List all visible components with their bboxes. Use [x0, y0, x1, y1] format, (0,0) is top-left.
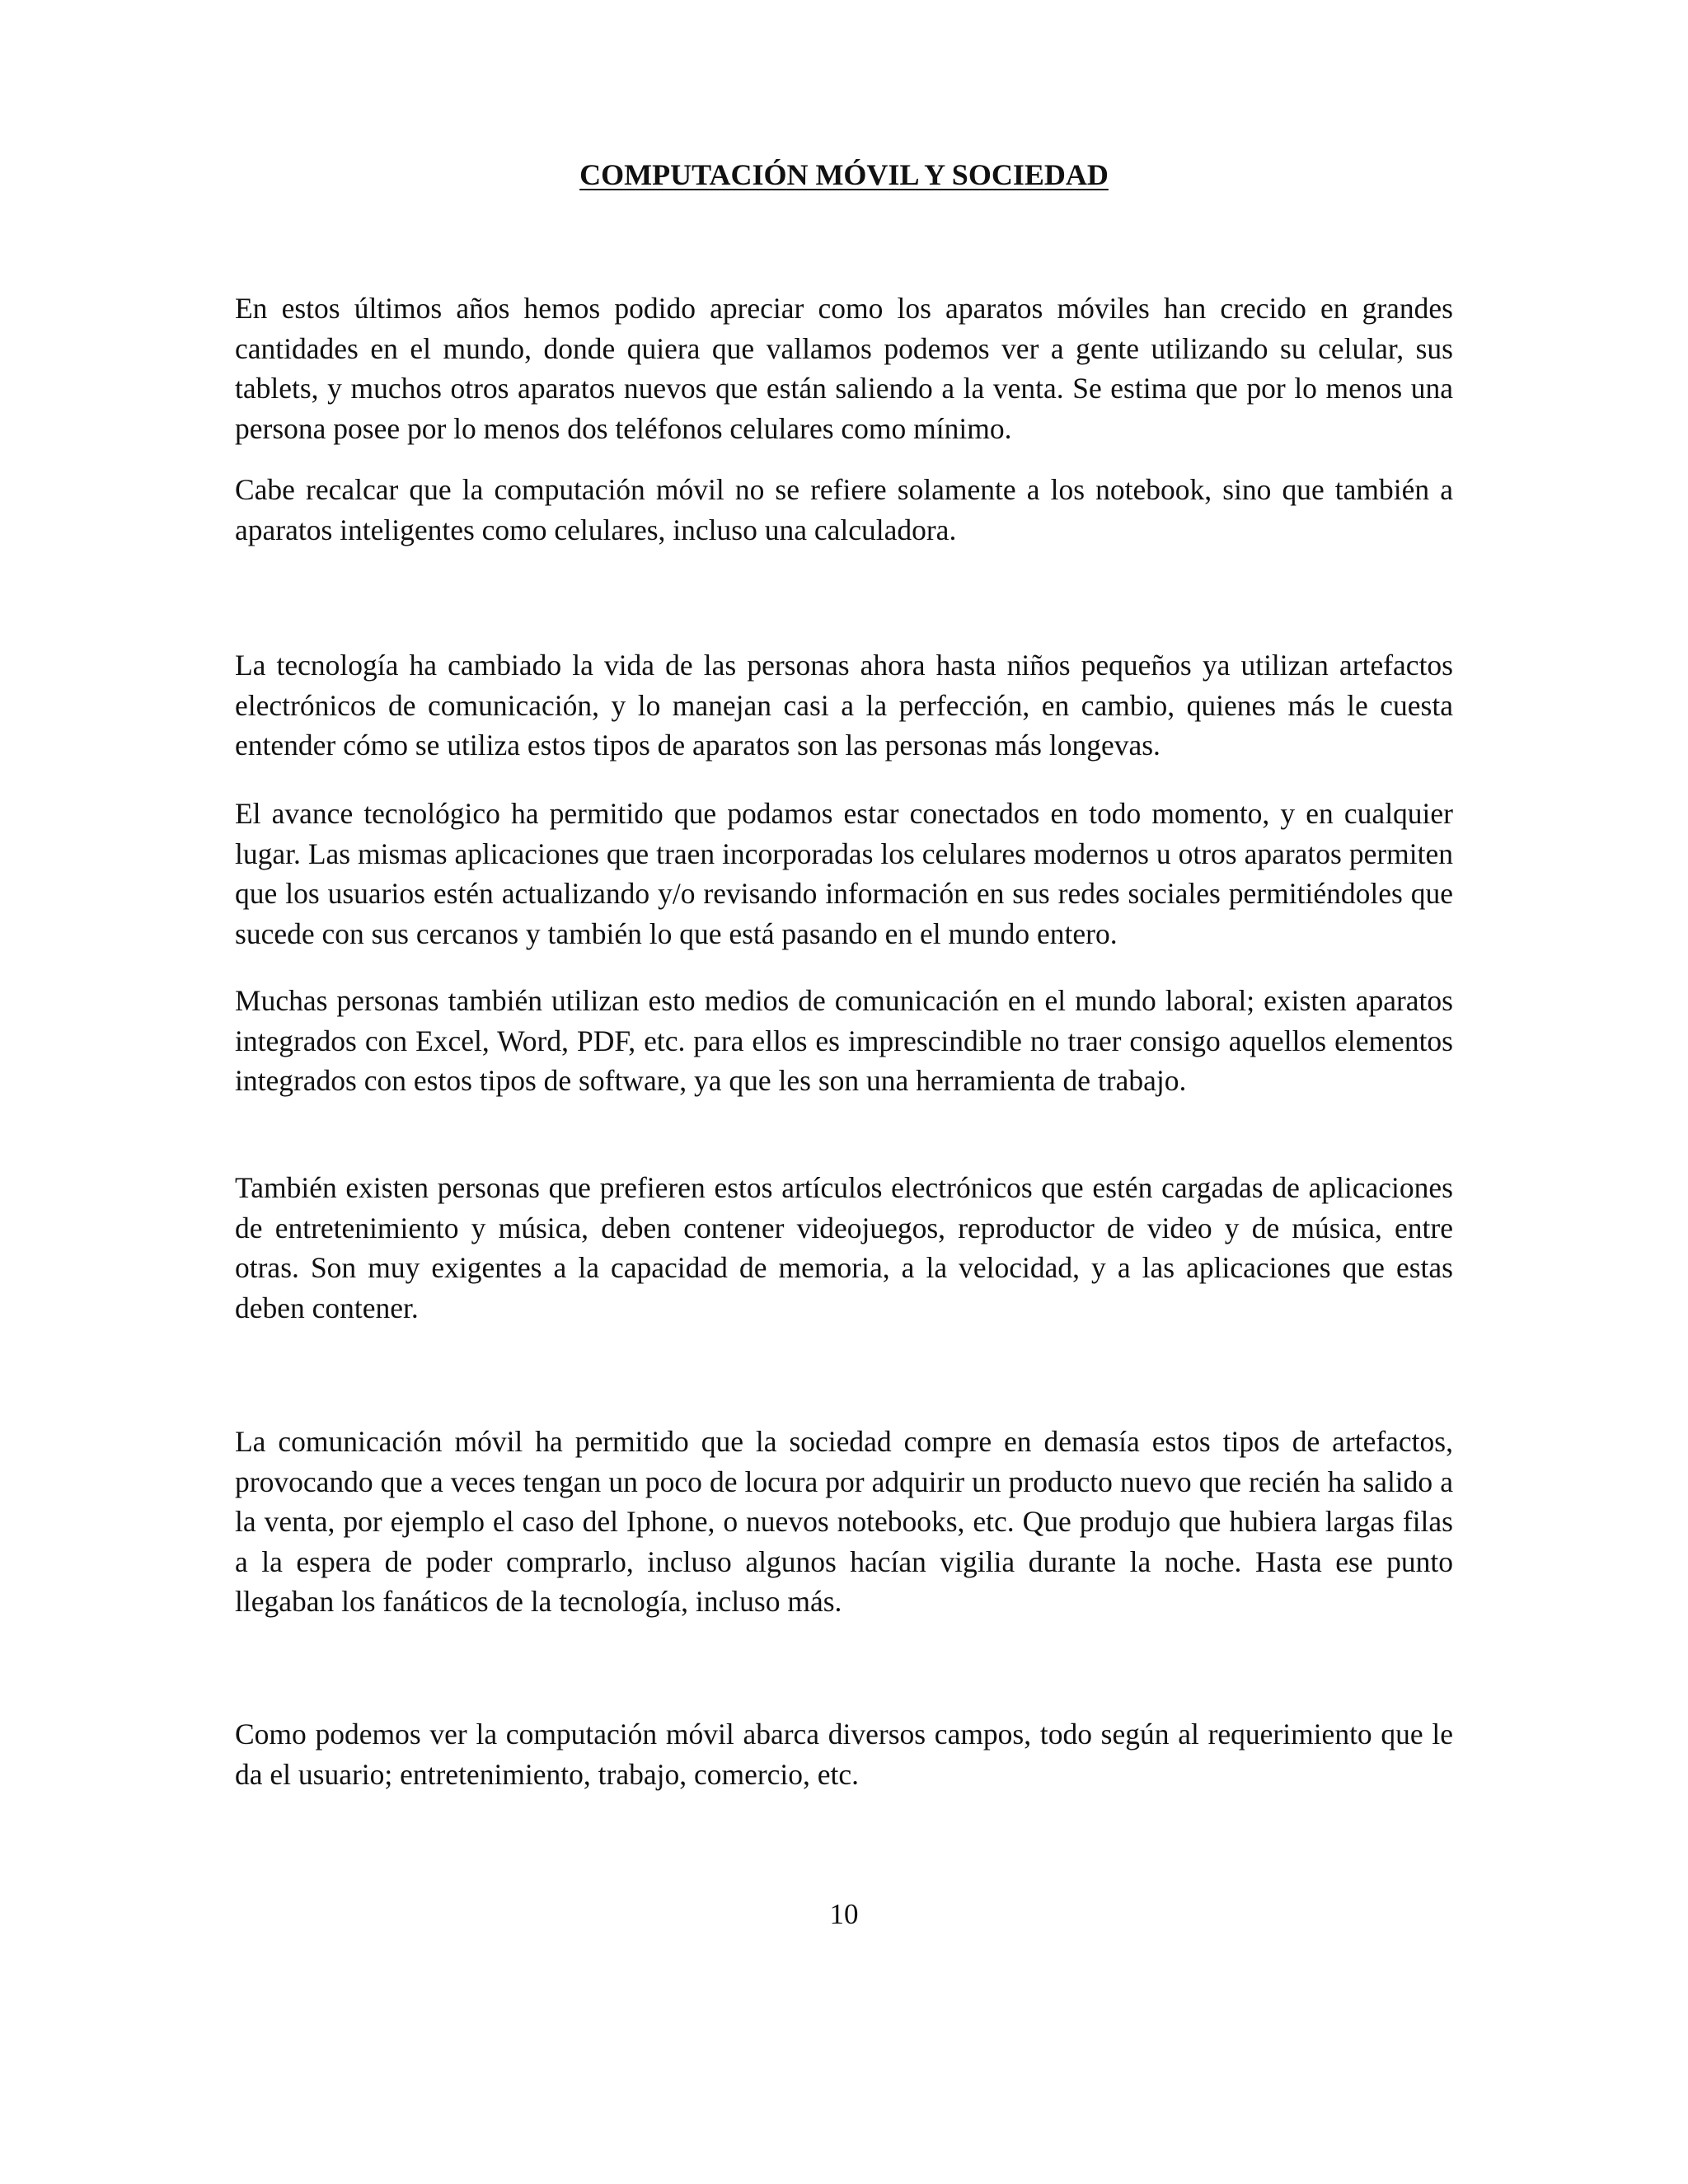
page-title: COMPUTACIÓN MÓVIL Y SOCIEDAD [579, 158, 1109, 191]
paragraph-7: La comunicación móvil ha permitido que la sociedad compre en demasía estos tipos de artefactos, provocando que a veces tengan un poco de locura por adquirir un producto nuevo que recién ha salido a la venta, por ejemplo el caso del Iphone, o nuevos notebooks, etc. Que produjo que hubiera largas filas a la espera de poder comprarlo, incluso algunos hacían vigilia durante la noche. Hasta ese punto llegaban los fanáticos de la tecnología, incluso más. [235, 1425, 1453, 1618]
paragraph-8: Como podemos ver la computación móvil abarca diversos campos, todo según al requerimiento que le da el usuario; entretenimiento, trabajo, comercio, etc. [235, 1718, 1453, 1791]
paragraph-2: Cabe recalcar que la computación móvil no se refiere solamente a los notebook, sino que también a aparatos inteligentes como celulares, incluso una calculadora. [235, 473, 1453, 546]
page-number: 10 [829, 1898, 859, 1930]
paragraph-4: El avance tecnológico ha permitido que podamos estar conectados en todo momento, y en cualquier lugar. Las mismas aplicaciones que traen incorporadas los celulares modernos u otros aparatos permiten que los usuarios estén actualizando y/o revisando información en sus redes sociales permitiéndoles que sucede con sus cercanos y también lo que está pasando en el mundo entero. [235, 797, 1453, 950]
paragraph-1: En estos últimos años hemos podido apreciar como los aparatos móviles han crecido en grandes cantidades en el mundo, donde quiera que vallamos podemos ver a gente utilizando su celular, sus tablets, y muchos otros aparatos nuevos que están saliendo a la venta. Se estima que por lo menos una persona posee por lo menos dos teléfonos celulares como mínimo. [235, 292, 1453, 445]
paragraph-5: Muchas personas también utilizan esto medios de comunicación en el mundo laboral; existen aparatos integrados con Excel, Word, PDF, etc. para ellos es imprescindible no traer consigo aquellos elementos integrados con estos tipos de software, ya que les son una herramienta de trabajo. [235, 984, 1453, 1097]
paragraph-3: La tecnología ha cambiado la vida de las personas ahora hasta niños pequeños ya utilizan artefactos electrónicos de comunicación, y lo manejan casi a la perfección, en cambio, quienes más le cuesta entender cómo se utiliza estos tipos de aparatos son las personas más longevas. [235, 649, 1453, 762]
paragraph-6: También existen personas que prefieren estos artículos electrónicos que estén cargadas de aplicaciones de entretenimiento y música, deben contener videojuegos, reproductor de video y de música, entre otras. Son muy exigentes a la capacidad de memoria, a la velocidad, y a las aplicaciones que estas deben contener. [235, 1171, 1453, 1324]
